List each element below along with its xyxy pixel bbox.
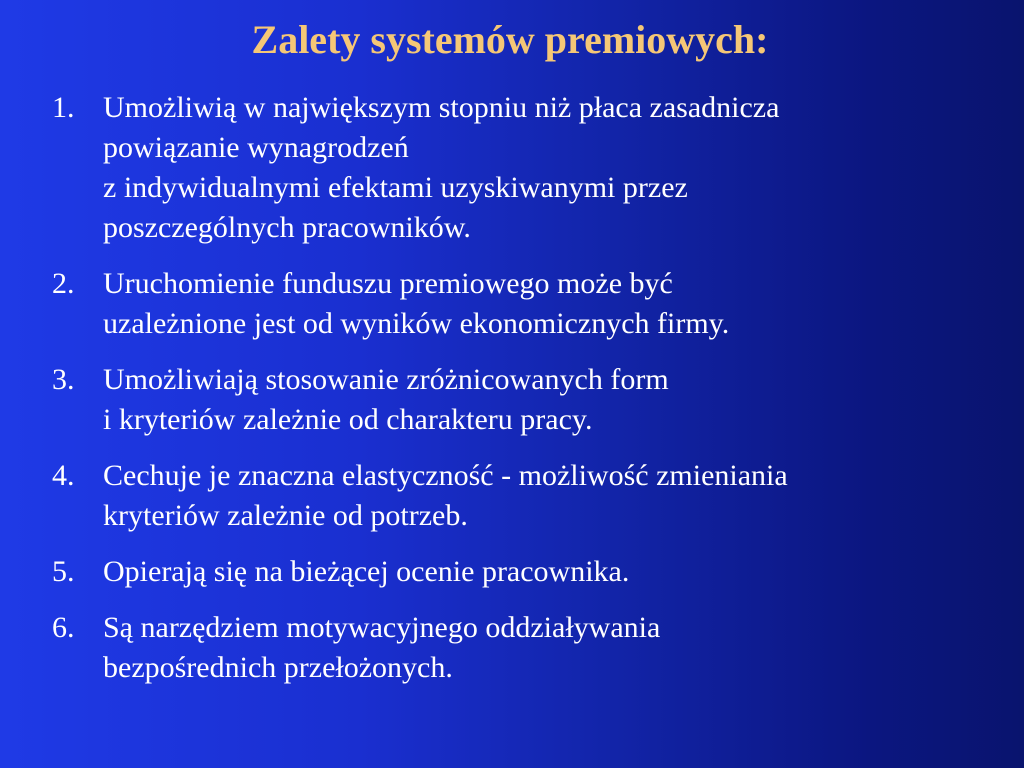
- slide-title: Zalety systemów premiowych:: [251, 17, 769, 62]
- list-item: [52, 552, 1012, 592]
- item-text-line: powiązanie wynagrodzeń: [103, 131, 409, 164]
- list-item: [52, 608, 1012, 688]
- item-text-line: Cechuje je znaczna elastyczność - możliwość zmieniania: [103, 459, 788, 492]
- advantages-list: [52, 88, 1012, 704]
- item-number: 1.: [52, 91, 75, 124]
- item-text-line: Umożliwią w największym stopniu niż płaca zasadnicza: [103, 91, 780, 124]
- item-text-line: bezpośrednich przełożonych.: [103, 651, 453, 684]
- list-item: [52, 456, 1012, 536]
- item-text-line: Opierają się na bieżącej ocenie pracownika.: [103, 555, 630, 588]
- item-text-line: i kryteriów zależnie od charakteru pracy.: [103, 403, 593, 436]
- item-number: 6.: [52, 611, 75, 644]
- item-text-line: Są narzędziem motywacyjnego oddziaływania: [103, 611, 661, 644]
- item-number: 5.: [52, 555, 75, 588]
- item-text-line: uzależnione jest od wyników ekonomicznych firmy.: [103, 307, 730, 340]
- item-number: 2.: [52, 267, 75, 300]
- list-item: [52, 360, 1012, 440]
- list-item: [52, 88, 1012, 248]
- item-number: 4.: [52, 459, 75, 492]
- item-text-line: poszczególnych pracowników.: [103, 211, 471, 244]
- item-text-line: z indywidualnymi efektami uzyskiwanymi przez: [103, 171, 688, 204]
- item-text-line: Umożliwiają stosowanie zróżnicowanych form: [103, 363, 669, 396]
- item-text-line: kryteriów zależnie od potrzeb.: [103, 499, 468, 532]
- item-text-line: Uruchomienie funduszu premiowego może być: [103, 267, 673, 300]
- list-item: [52, 264, 1012, 344]
- item-number: 3.: [52, 363, 75, 396]
